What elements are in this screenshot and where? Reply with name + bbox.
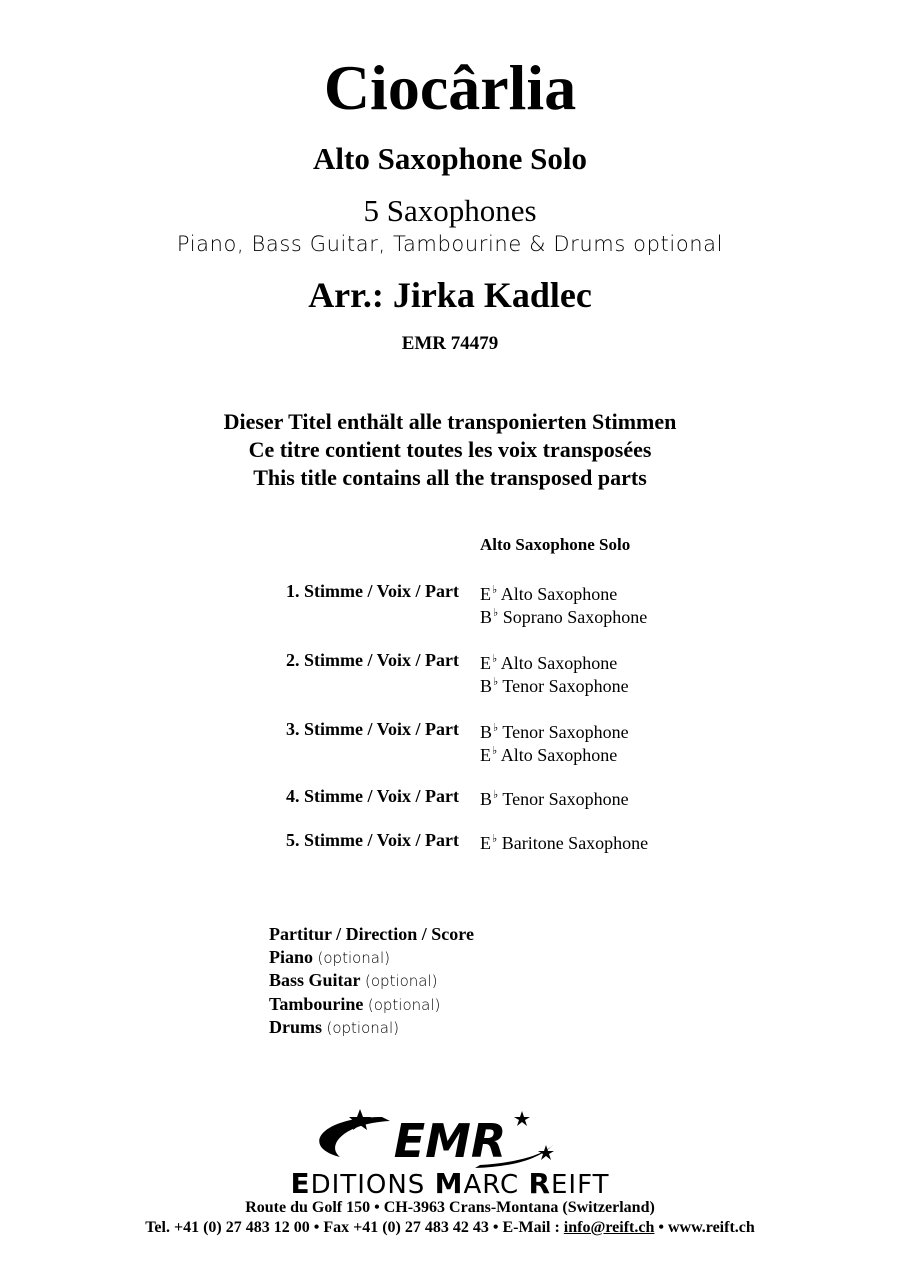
instrument-name: Soprano Saxophone xyxy=(502,607,648,627)
extra-item xyxy=(269,969,474,993)
extra-note: (optional) xyxy=(317,948,391,967)
contact-website[interactable]: • www.reift.ch xyxy=(654,1219,755,1236)
key-letter: B xyxy=(480,789,493,809)
key-letter: E xyxy=(480,584,491,604)
extra-name: Bass Guitar xyxy=(269,970,361,990)
flat-sign: ♭ xyxy=(493,722,499,734)
extra-name: Partitur / Direction / Score xyxy=(269,924,474,944)
publisher-address: Route du Golf 150 • CH-3963 Crans-Montana (Switzerland) xyxy=(245,1199,655,1216)
contact-phone-fax: Tel. +41 (0) 27 483 12 00 • Fax +41 (0) 27 483 42 43 • E-Mail : xyxy=(145,1219,564,1236)
instrument-name: Tenor Saxophone xyxy=(502,722,629,742)
instrument-key xyxy=(480,676,498,696)
transposition-note-en: This title contains all the transposed parts xyxy=(253,465,647,490)
extra-note: (optional) xyxy=(367,995,441,1014)
instrument-key xyxy=(480,722,498,742)
instrument-name: Baritone Saxophone xyxy=(501,833,649,853)
flat-sign: ♭ xyxy=(492,584,498,596)
instrument-key xyxy=(480,584,497,604)
catalog-number: EMR 74479 xyxy=(401,333,499,354)
subtitle: Alto Saxophone Solo xyxy=(313,141,587,176)
part-instruments xyxy=(480,719,629,765)
ensemble-line: 5 Saxophones xyxy=(363,193,537,228)
flat-sign: ♭ xyxy=(492,833,498,845)
flat-sign: ♭ xyxy=(492,653,498,665)
transposition-note-de: Dieser Titel enthält alle transponierten Stimmen xyxy=(223,409,677,434)
part-instruments xyxy=(480,581,647,627)
instrument-line xyxy=(480,830,648,853)
publisher-name-part: R xyxy=(528,1167,551,1200)
extra-note: (optional) xyxy=(326,1019,399,1037)
publisher-name-part: DITIONS xyxy=(310,1170,435,1200)
part-instruments xyxy=(480,650,629,696)
transposition-note-fr: Ce titre contient toutes les voix transposées xyxy=(248,437,652,462)
instrument-line xyxy=(480,581,647,604)
key-letter: B xyxy=(480,722,493,742)
instrument-key xyxy=(480,653,497,673)
email-link[interactable]: info@reift.ch xyxy=(563,1219,655,1236)
arranger: Arr.: Jirka Kadlec xyxy=(308,275,592,315)
publisher-name-part: E xyxy=(290,1167,311,1200)
flat-sign: ♭ xyxy=(493,789,499,801)
instrument-key xyxy=(480,607,498,627)
page-title: Ciocârlia xyxy=(323,52,577,123)
part-instruments xyxy=(480,830,648,853)
part-instruments xyxy=(480,786,629,809)
instrument-line xyxy=(480,604,647,627)
part-label: 3. Stimme / Voix / Part xyxy=(286,719,459,739)
extra-name: Tambourine xyxy=(269,993,364,1014)
extra-item xyxy=(269,946,474,970)
extra-name: Drums xyxy=(269,1017,322,1037)
key-letter: E xyxy=(480,833,491,853)
key-letter: B xyxy=(480,607,493,627)
extra-item xyxy=(269,923,474,946)
part-label: 2. Stimme / Voix / Part xyxy=(286,650,459,670)
extra-name: Piano xyxy=(269,946,314,967)
instrument-name: Alto Saxophone xyxy=(500,584,618,604)
instrument-line xyxy=(480,786,629,809)
key-letter: E xyxy=(480,745,491,765)
part-label: 1. Stimme / Voix / Part xyxy=(286,581,459,601)
extra-item xyxy=(269,993,474,1017)
extra-note: (optional) xyxy=(365,972,438,990)
flat-sign: ♭ xyxy=(493,607,499,619)
instrument-line xyxy=(480,673,629,696)
key-letter: E xyxy=(480,653,491,673)
flat-sign: ♭ xyxy=(493,676,499,688)
publisher-name-part: ARC xyxy=(463,1170,529,1200)
part-label: 5. Stimme / Voix / Part xyxy=(286,830,459,850)
logo-text: EMR xyxy=(393,1114,507,1168)
instrument-name: Tenor Saxophone xyxy=(502,789,629,809)
part-label: 4. Stimme / Voix / Part xyxy=(286,786,459,806)
instrument-name: Alto Saxophone xyxy=(500,653,618,673)
publisher-name-part: M xyxy=(434,1167,464,1200)
key-letter: B xyxy=(480,676,493,696)
parts-heading: Alto Saxophone Solo xyxy=(480,535,631,554)
emr-logo-icon xyxy=(300,1105,600,1175)
instrument-line xyxy=(480,742,629,765)
flat-sign: ♭ xyxy=(492,745,498,757)
publisher-name xyxy=(0,1167,900,1200)
extras-list xyxy=(269,923,474,1040)
extra-item xyxy=(269,1016,474,1040)
publisher-name-part: EIFT xyxy=(551,1170,610,1200)
instrument-key xyxy=(480,789,498,809)
instrument-key xyxy=(480,833,497,853)
instrument-key xyxy=(480,745,497,765)
instrument-line xyxy=(480,719,629,742)
publisher-contact xyxy=(0,1218,900,1238)
instrument-name: Tenor Saxophone xyxy=(502,676,629,696)
optional-instruments-line: Piano, Bass Guitar, Tambourine & Drums optional xyxy=(176,232,724,256)
instrument-name: Alto Saxophone xyxy=(500,745,618,765)
instrument-line xyxy=(480,650,629,673)
